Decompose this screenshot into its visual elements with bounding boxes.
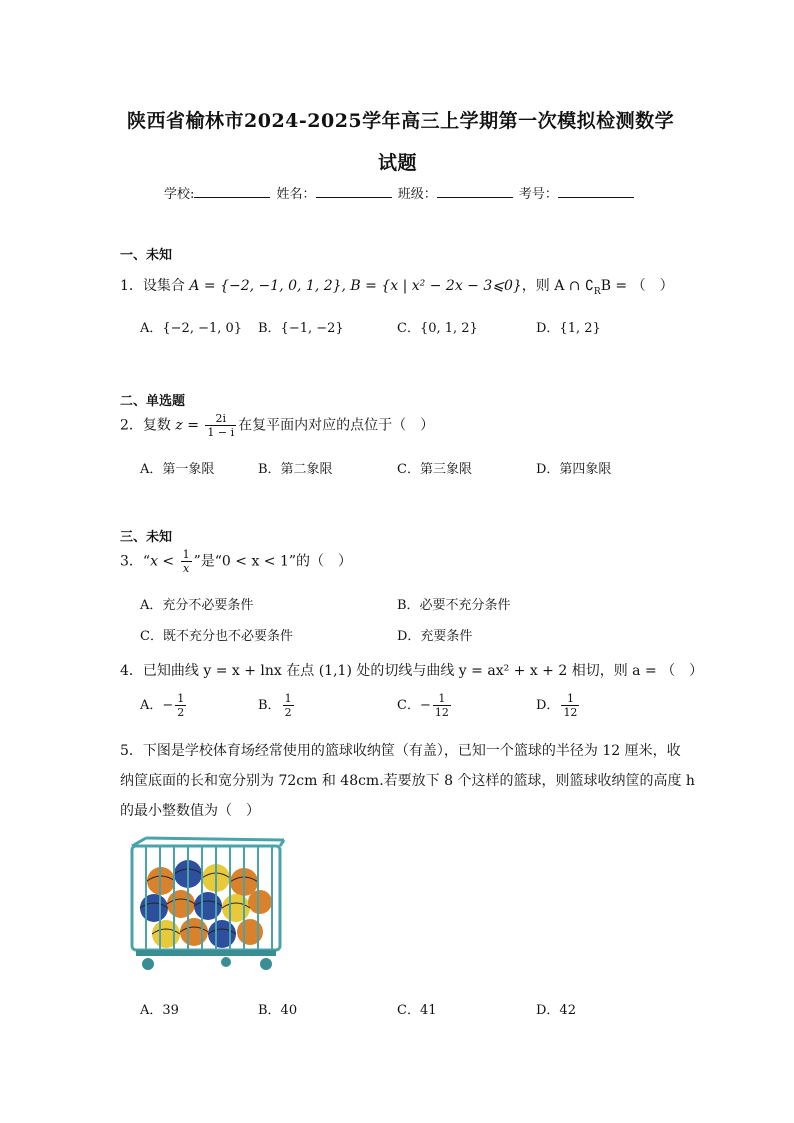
q5-option-a[interactable]: A．39: [140, 1003, 179, 1018]
q2-frac-den: 1 − i: [207, 426, 235, 439]
q4-b-fraction: [283, 692, 294, 719]
exam-no-label: 考号：: [518, 187, 558, 202]
q1-option-c[interactable]: C．{0, 1, 2}: [397, 321, 478, 336]
q2-option-d[interactable]: D．第四象限: [536, 462, 612, 477]
q4-b-num: 1: [284, 692, 292, 705]
q1-number: 1．设集合: [120, 278, 185, 294]
q2-number: 2．复数: [120, 417, 171, 434]
class-blank[interactable]: [437, 185, 513, 198]
school-label: 学校:: [164, 187, 195, 202]
q4-c-label: C．: [397, 698, 420, 713]
q3-frac-den: x: [183, 562, 190, 575]
q3-option-b[interactable]: B．必要不充分条件: [397, 598, 511, 613]
q4-d-num: 1: [561, 692, 579, 706]
q3-fraction: [181, 548, 192, 575]
q3-option-a[interactable]: A．充分不必要条件: [140, 598, 254, 613]
section-heading-2: 二、单选题: [120, 394, 186, 409]
basketball-cage-illustration: [126, 836, 286, 978]
q4-c-fraction: [433, 692, 451, 719]
q2-tail: 在复平面内对应的点位于（ ）: [238, 417, 435, 434]
q1-option-d[interactable]: D．{1, 2}: [536, 321, 601, 336]
q4-b-den: 2: [284, 706, 292, 719]
q4-c-den: 12: [434, 706, 449, 719]
q4-a-num: 1: [177, 692, 185, 705]
doc-title-line2: 试题: [378, 152, 418, 174]
q2-z: z =: [175, 417, 199, 434]
q4-d-fraction: [561, 692, 579, 719]
name-label: 姓名：: [276, 187, 316, 202]
q3-tail: ”是“0 < x < 1”的（ ）: [193, 553, 353, 570]
section-heading-3: 三、未知: [120, 530, 173, 545]
q2-option-c[interactable]: C．第三象限: [397, 462, 472, 477]
q4-a-den: 2: [177, 706, 185, 719]
q1-option-b[interactable]: B．{−1, −2}: [258, 321, 344, 336]
q1-tail: ，则 A ∩ ∁: [521, 278, 594, 294]
name-blank[interactable]: [316, 185, 392, 198]
q3-option-c[interactable]: C．既不充分也不必要条件: [140, 629, 293, 644]
q4-d-label: D．: [536, 698, 560, 713]
question-1: [120, 275, 674, 297]
q4-a-label: A．: [140, 698, 163, 713]
question-5-line3: 的最小整数值为（ ）: [120, 803, 260, 819]
q4-option-c[interactable]: [397, 692, 453, 719]
q2-option-a[interactable]: A．第一象限: [140, 462, 215, 477]
question-4: 4．已知曲线 y = x + lnx 在点 (1,1) 处的切线与曲线 y = ax² + x + 2 相切，则 a = （ ）: [120, 663, 704, 679]
q3-x-lt: x <: [150, 553, 175, 570]
q1-sub: R: [593, 286, 601, 297]
q1-sets: A = {−2, −1, 0, 1, 2}, B = {x | x² − 2x − 3⩽0}: [189, 278, 522, 294]
q5-option-b[interactable]: B．40: [258, 1003, 298, 1018]
q4-a-fraction: [175, 692, 186, 719]
question-5-line1: 5．下图是学校体育场经常使用的篮球收纳筐（有盖），已知一个篮球的半径为 12 厘米，收: [120, 743, 681, 759]
q1-tail2: B = （ ）: [600, 278, 674, 294]
question-2: [120, 412, 434, 439]
q4-c-num: 1: [433, 692, 451, 706]
q4-option-d[interactable]: [536, 692, 581, 719]
exam-no-blank[interactable]: [558, 185, 634, 198]
q3-number: 3．“: [120, 553, 151, 570]
q3-frac-num: 1: [182, 548, 190, 561]
cage-wheels: [136, 950, 276, 970]
student-info-line: [164, 183, 636, 202]
class-label: 班级：: [397, 187, 437, 202]
q4-option-b[interactable]: [258, 692, 296, 719]
school-blank[interactable]: [194, 185, 270, 198]
q4-d-den: 12: [563, 706, 578, 719]
q5-option-c[interactable]: C．41: [397, 1003, 437, 1018]
q4-b-label: B．: [258, 698, 281, 713]
q4-option-a[interactable]: [140, 692, 188, 719]
q1-option-a[interactable]: A．{−2, −1, 0}: [140, 321, 243, 336]
q4-c-sign: −: [419, 698, 431, 713]
q4-a-sign: −: [162, 698, 174, 713]
q2-frac-num: 2i: [205, 412, 236, 426]
q5-option-d[interactable]: D．42: [536, 1003, 576, 1018]
section-heading-1: 一、未知: [120, 248, 173, 263]
basketball-cage-image: [126, 836, 286, 978]
doc-title-line1: 陕西省榆林市2024-2025学年高三上学期第一次模拟检测数学: [127, 110, 675, 132]
question-3: [120, 548, 352, 575]
q2-option-b[interactable]: B．第二象限: [258, 462, 333, 477]
q2-fraction: [205, 412, 236, 439]
q3-option-d[interactable]: D．充要条件: [397, 629, 473, 644]
question-5-line2: 纳筐底面的长和宽分别为 72cm 和 48cm.若要放下 8 个这样的篮球，则篮球收纳筐的高度 h: [120, 773, 695, 789]
